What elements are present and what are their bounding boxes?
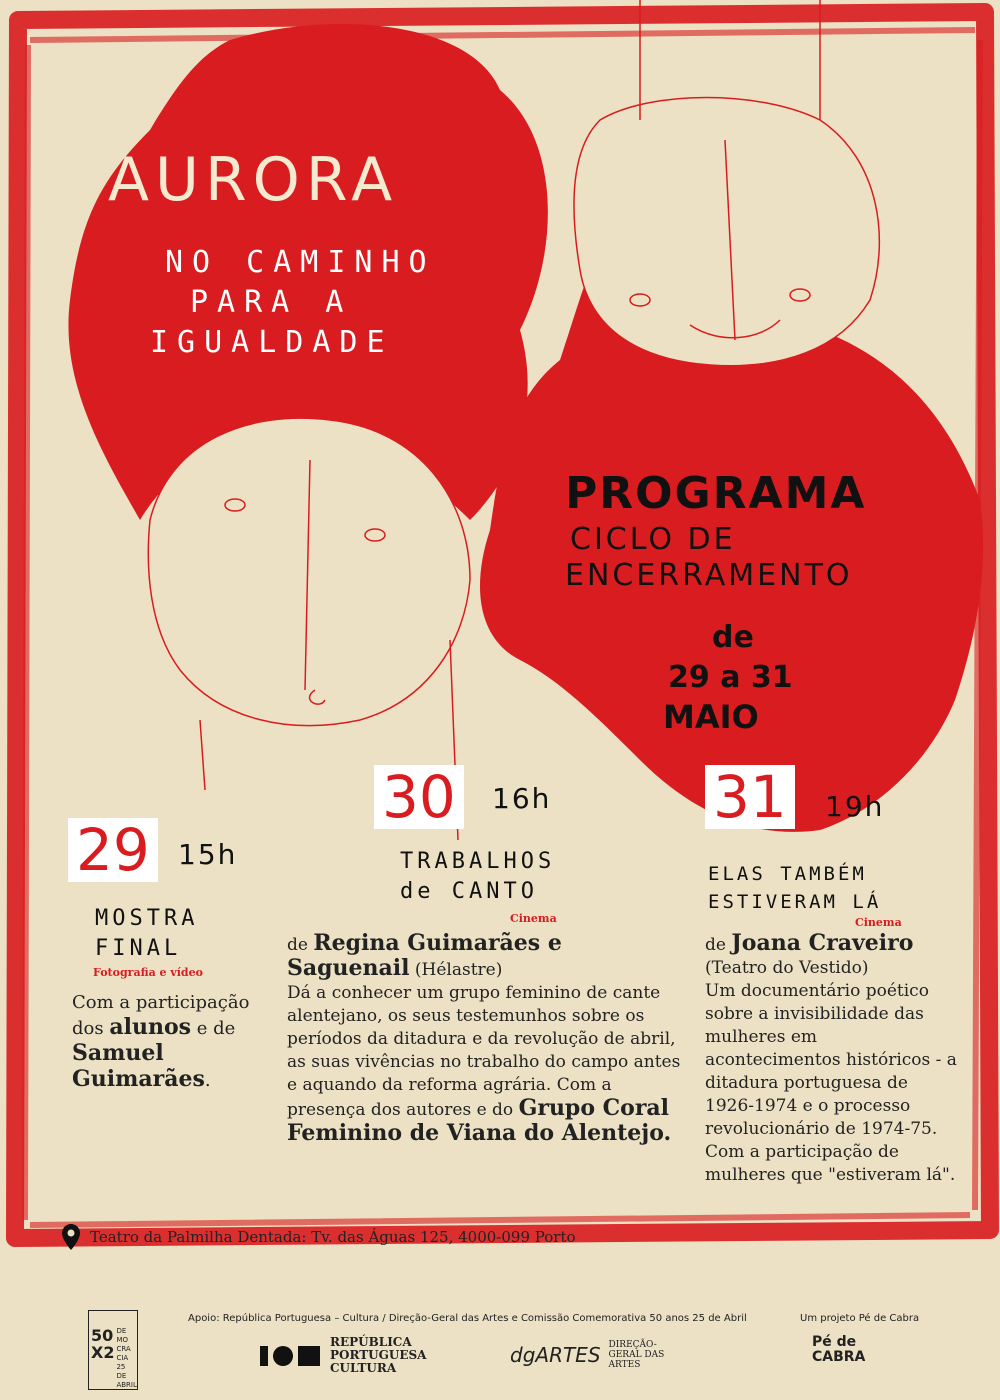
encerramento-heading: ENCERRAMENTO (565, 558, 853, 593)
event-31-day: 31 (705, 765, 795, 829)
event-29-category: Fotografia e vídeo (93, 966, 203, 979)
dgartes-logo-sub: DIREÇÃO-GERAL DAS ARTES (608, 1340, 665, 1370)
event-29-description: Com a participação dos alunos e de Samuel Guimarães. (72, 992, 250, 1092)
venue-address: Teatro da Palmilha Dentada: Tv. das Águas 125, 4000-099 Porto (90, 1227, 576, 1246)
logo-50x2 (88, 1310, 138, 1390)
event-31-description: de Joana Craveiro (Teatro do Vestido) Um documentário poético sobre a invisibilidade das mulheres em acontecimentos históricos - a ditadura portuguesa de 1926-1974 e o processo revolucionário de 1974-75. Com a participação de mulheres que "estiveram lá". (705, 930, 957, 1185)
logo-50x2-text: DE MO CRA CIA 25 DE ABRIL (116, 1327, 137, 1389)
date-de: de (712, 620, 754, 655)
event-29-title-1: MOSTRA (95, 906, 199, 931)
event-30-title-1: TRABALHOS (400, 849, 556, 874)
event-29-day: 29 (68, 818, 158, 882)
event-30-hour: 16h (492, 782, 552, 815)
event-30-day: 30 (374, 765, 464, 829)
logo-50x2-number: 50 X2 (91, 1326, 115, 1362)
date-month: MAIO (663, 698, 759, 736)
logo-dgartes (510, 1340, 679, 1370)
subtitle-line-2: PARA A (190, 285, 353, 320)
project-text: Um projeto Pé de Cabra (800, 1313, 920, 1324)
ciclo-heading: CICLO DE (570, 522, 736, 557)
logo-republica (260, 1336, 425, 1375)
event-29-title-2: FINAL (95, 936, 182, 961)
poster-title: AURORA (108, 145, 399, 215)
subtitle-line-1: NO CAMINHO (165, 245, 436, 280)
dgartes-logo-main: dgARTES (510, 1343, 601, 1367)
event-31-category: Cinema (855, 916, 902, 929)
event-31-hour: 19h (825, 790, 885, 823)
date-range: 29 a 31 (668, 660, 793, 695)
event-30-title-2: de CANTO (400, 879, 538, 904)
venue-row (62, 1224, 576, 1250)
event-29-hour: 15h (178, 838, 238, 871)
republica-logo-text: REPÚBLICA PORTUGUESA CULTURA (330, 1335, 427, 1375)
programa-heading: PROGRAMA (565, 468, 867, 519)
republica-logo-icon (260, 1344, 322, 1368)
location-pin-icon (62, 1224, 80, 1250)
event-31-title-1: ELAS TAMBÉM (708, 863, 867, 885)
pe-de-cabra-logo: Pé de CABRA (812, 1334, 866, 1365)
event-31-title-2: ESTIVERAM LÁ (708, 891, 882, 913)
subtitle-line-3: IGUALDADE (150, 325, 394, 360)
support-text: Apoio: República Portuguesa – Cultura / Direção-Geral das Artes e Comissão Comemorativa 50 anos 25 de Abril (188, 1313, 747, 1324)
event-30-description: de Regina Guimarães e Saguenail (Hélastre) Dá a conhecer um grupo feminino de cante alentejano, os seus testemunhos sobre os períodos da ditadura e da revolução de abril, as suas vivências no trabalho do campo antes e aquando da reforma agrária. Com a presença dos autores e do Grupo Coral Feminino de Viana do Alentejo. (287, 930, 681, 1146)
event-30-category: Cinema (510, 912, 557, 925)
